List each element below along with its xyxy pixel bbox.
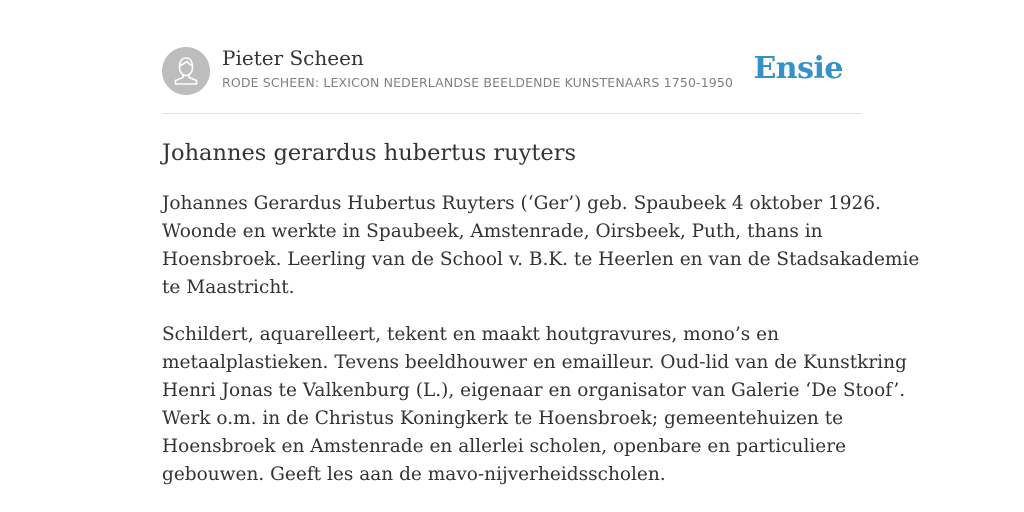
text-line: metaalplastieken. Tevens beeldhouwer en emailleur. Oud-lid van de Kunstkring: [162, 352, 907, 373]
text-line: Woonde en werkte in Spaubeek, Amstenrade, Oirsbeek, Puth, thans in: [162, 221, 823, 242]
text-line: Werk o.m. in de Christus Koningkerk te Hoensbroek; gemeentehuizen te: [162, 408, 844, 429]
text-line: te Maastricht.: [162, 277, 295, 298]
text-line: Schildert, aquarelleert, tekent en maakt houtgravures, mono’s en: [162, 324, 780, 345]
author-avatar[interactable]: [162, 47, 210, 95]
paragraph-biography: [162, 190, 920, 302]
text-line: gebouwen. Geeft les aan de mavo-nijverheidsscholen.: [162, 464, 666, 485]
text-line: Hoensbroek. Leerling van de School v. B.K. te Heerlen en van de Stadsakademie: [162, 249, 920, 270]
author-name[interactable]: Pieter Scheen: [222, 46, 364, 70]
ensie-logo[interactable]: Ensie: [753, 51, 843, 86]
article-body: [162, 138, 920, 489]
user-avatar-icon: [162, 47, 210, 95]
article-title: Johannes gerardus hubertus ruyters: [162, 140, 577, 166]
text-line: Henri Jonas te Valkenburg (L.), eigenaar en organisator van Galerie ‘De Stoof’.: [162, 380, 906, 401]
paragraph-work: [162, 321, 907, 489]
source-reference[interactable]: RODE SCHEEN: LEXICON NEDERLANDSE BEELDENDE KUNSTENAARS 1750-1950: [222, 75, 734, 90]
text-line: Johannes Gerardus Hubertus Ruyters (‘Ger’) geb. Spaubeek 4 oktober 1926.: [162, 193, 881, 214]
text-line: Hoensbroek en Amstenrade en allerlei scholen, openbare en particuliere: [162, 436, 847, 457]
header-divider: [162, 113, 862, 114]
article-header: [162, 46, 862, 96]
